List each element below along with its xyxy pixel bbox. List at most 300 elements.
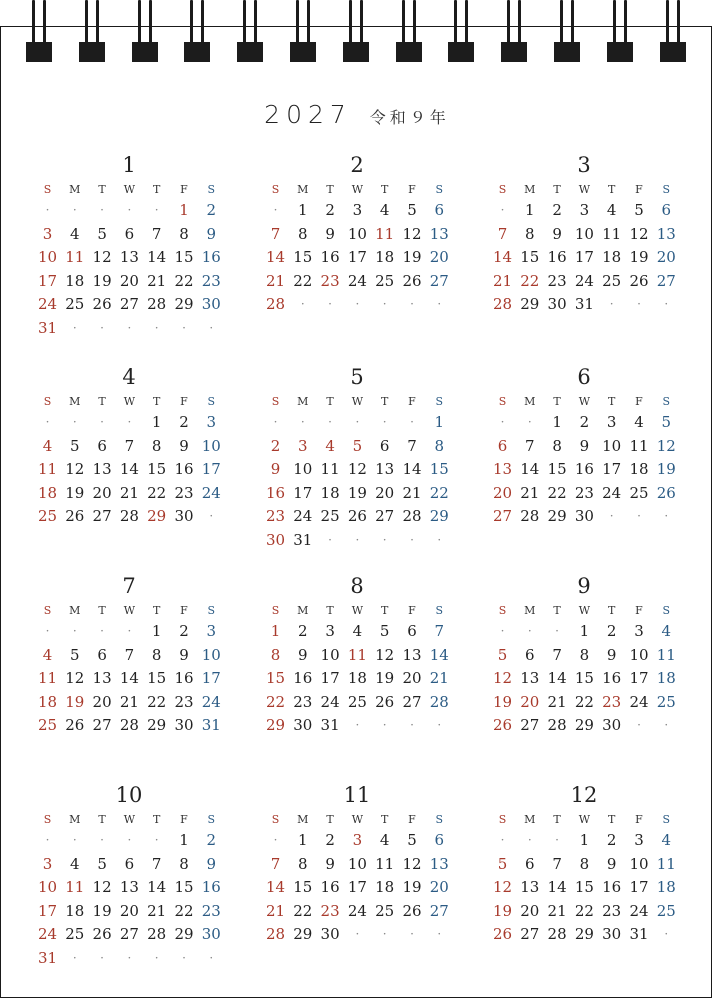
empty-day-dot: · <box>45 833 50 847</box>
day-cell: 13 <box>119 248 139 266</box>
empty-day-dot: · <box>300 297 305 311</box>
day-cell: 16 <box>201 878 221 896</box>
empty-day-dot: · <box>664 927 669 941</box>
empty-day-dot: · <box>410 927 414 941</box>
weekday-label: F <box>408 183 416 196</box>
day-cell: 18 <box>320 483 340 502</box>
day-cell: 20 <box>92 483 112 502</box>
day-cell: 19 <box>92 271 112 290</box>
empty-day-dot: · <box>328 297 332 311</box>
empty-day-dot: · <box>527 415 532 429</box>
day-cell: 22 <box>547 483 567 502</box>
day-cell: 20 <box>520 692 540 711</box>
day-cell: 19 <box>629 248 649 266</box>
day-cell: 18 <box>656 878 676 896</box>
day-cell: 5 <box>352 436 363 455</box>
day-cell: 12 <box>492 669 513 687</box>
empty-day-dot: · <box>273 833 278 847</box>
weekday-label: S <box>207 604 216 617</box>
day-cell: 8 <box>525 224 535 243</box>
day-cell: 25 <box>656 901 676 920</box>
day-cell: 7 <box>124 645 135 664</box>
day-cell: 8 <box>179 224 189 243</box>
empty-day-dot: · <box>100 833 104 847</box>
weekday-label: F <box>408 604 416 617</box>
day-cell: 22 <box>147 692 167 711</box>
day-cell: 23 <box>320 901 340 920</box>
day-cell: 2 <box>179 413 189 431</box>
empty-day-dot: · <box>72 415 77 429</box>
month-3 <box>489 152 679 362</box>
day-cell: 7 <box>552 645 562 664</box>
day-cell: 25 <box>602 271 622 290</box>
empty-day-dot: · <box>527 833 532 847</box>
day-cell: 10 <box>320 645 340 664</box>
month-1 <box>34 152 224 362</box>
day-cell: 2 <box>179 622 189 640</box>
day-cell: 28 <box>147 925 167 943</box>
weekday-label: S <box>207 183 216 196</box>
weekday-label: F <box>180 813 188 826</box>
day-cell: 18 <box>37 483 58 502</box>
day-cell: 4 <box>661 622 672 640</box>
day-cell: 2 <box>579 413 590 431</box>
day-cell: 11 <box>375 854 395 873</box>
empty-day-dot: · <box>500 415 505 429</box>
day-cell: 9 <box>552 224 562 243</box>
day-cell: 26 <box>92 925 112 943</box>
day-cell: 29 <box>574 716 594 734</box>
day-cell: 1 <box>179 831 189 849</box>
empty-day-dot: · <box>355 718 360 732</box>
day-cell: 19 <box>65 483 85 502</box>
day-cell: 3 <box>606 413 617 431</box>
empty-day-dot: · <box>382 415 387 429</box>
weekday-label: S <box>207 813 216 826</box>
day-cell: 25 <box>65 295 85 313</box>
day-cell: 29 <box>293 925 313 943</box>
weekday-header <box>262 812 452 828</box>
weekday-label: S <box>662 604 671 617</box>
day-cell: 12 <box>65 669 85 687</box>
month-number: 2 <box>350 153 364 177</box>
weekday-label: W <box>351 813 364 826</box>
day-cell: 10 <box>293 460 313 478</box>
day-cell: 7 <box>525 436 535 455</box>
weekday-label: S <box>43 183 52 196</box>
day-cell: 12 <box>492 878 513 896</box>
weekday-header <box>489 182 679 198</box>
weekday-label: T <box>553 813 561 826</box>
weekday-label: M <box>524 604 536 617</box>
day-cell: 1 <box>552 413 562 431</box>
weekday-label: S <box>662 813 671 826</box>
day-cell: 9 <box>325 854 335 873</box>
month-4 <box>34 364 224 574</box>
weekday-label: T <box>553 604 561 617</box>
weekday-label: T <box>153 183 161 196</box>
day-cell: 22 <box>265 692 286 711</box>
day-cell: 12 <box>402 854 422 873</box>
empty-day-dot: · <box>127 833 132 847</box>
day-cell: 29 <box>574 925 594 943</box>
day-cell: 9 <box>298 645 308 664</box>
day-cell: 16 <box>547 248 567 266</box>
weekday-label: M <box>297 395 309 408</box>
weekday-label: M <box>524 813 536 826</box>
day-cell: 4 <box>325 436 335 455</box>
day-cell: 27 <box>520 716 540 734</box>
weekday-label: T <box>381 183 389 196</box>
day-cell: 14 <box>429 645 449 664</box>
weekday-label: T <box>326 183 334 196</box>
empty-day-dot: · <box>355 532 360 547</box>
day-cell: 27 <box>119 925 139 943</box>
empty-day-dot: · <box>664 297 669 311</box>
day-cell: 25 <box>65 925 85 943</box>
day-cell: 13 <box>92 669 112 687</box>
day-cell: 26 <box>629 271 649 290</box>
day-cell: 20 <box>92 692 112 711</box>
day-cell: 24 <box>629 901 649 920</box>
weekday-label: F <box>635 183 643 196</box>
day-cell: 16 <box>174 460 194 478</box>
day-cell: 20 <box>119 901 139 920</box>
weekday-label: S <box>271 395 280 408</box>
weekday-label: M <box>69 813 81 826</box>
weekday-label: T <box>326 604 334 617</box>
day-cell: 11 <box>65 878 85 896</box>
day-cell: 17 <box>574 248 594 266</box>
day-cell: 7 <box>407 436 417 455</box>
day-cell: 7 <box>552 854 562 873</box>
day-cell: 3 <box>579 201 590 219</box>
day-cell: 8 <box>179 854 189 873</box>
weekday-label: T <box>381 604 389 617</box>
day-cell: 19 <box>656 460 676 478</box>
empty-day-dot: · <box>500 833 505 847</box>
day-cell: 3 <box>298 436 308 455</box>
weekday-label: T <box>98 604 106 617</box>
empty-day-dot: · <box>72 320 77 335</box>
day-cell: 17 <box>37 901 58 920</box>
day-cell: 6 <box>407 622 417 640</box>
weekday-label: S <box>207 395 216 408</box>
year-label: 2027 <box>264 100 352 129</box>
day-cell: 2 <box>552 201 562 219</box>
day-cell: 19 <box>65 692 85 711</box>
weekday-label: S <box>43 604 52 617</box>
day-cell: 15 <box>265 669 286 687</box>
day-cell: 12 <box>402 224 422 243</box>
weekday-label: F <box>180 183 188 196</box>
month-number: 12 <box>570 783 598 807</box>
day-cell: 1 <box>579 622 590 640</box>
day-cell: 7 <box>151 224 162 243</box>
day-cell: 24 <box>201 483 221 502</box>
empty-day-dot: · <box>637 509 641 523</box>
empty-day-dot: · <box>127 624 132 638</box>
day-cell: 3 <box>634 622 644 640</box>
empty-day-dot: · <box>382 532 387 547</box>
day-cell: 21 <box>547 692 567 711</box>
empty-day-dot: · <box>100 415 104 429</box>
empty-day-dot: · <box>410 297 414 311</box>
day-cell: 6 <box>124 854 135 873</box>
month-number: 10 <box>115 783 143 807</box>
day-cell: 15 <box>293 878 313 896</box>
day-cell: 26 <box>92 295 112 313</box>
weekday-label: W <box>578 183 591 196</box>
day-cell: 6 <box>124 224 135 243</box>
day-cell: 22 <box>174 901 194 920</box>
day-cell: 30 <box>293 716 313 734</box>
day-cell: 9 <box>206 224 217 243</box>
month-number: 9 <box>577 574 591 598</box>
day-cell: 19 <box>402 248 422 266</box>
day-cell: 11 <box>629 436 649 455</box>
day-cell: 2 <box>325 201 335 219</box>
empty-day-dot: · <box>527 624 532 638</box>
day-cell: 18 <box>629 460 649 478</box>
day-cell: 29 <box>147 716 167 734</box>
day-cell: 6 <box>525 645 535 664</box>
day-cell: 2 <box>606 622 617 640</box>
day-cell: 16 <box>265 483 286 502</box>
day-cell: 23 <box>574 483 594 502</box>
day-cell: 13 <box>656 224 676 243</box>
day-cell: 8 <box>434 436 445 455</box>
day-cell: 9 <box>179 436 189 455</box>
day-cell: 7 <box>151 854 162 873</box>
weekday-label: F <box>635 604 643 617</box>
day-cell: 2 <box>606 831 617 849</box>
empty-day-dot: · <box>500 624 505 638</box>
empty-day-dot: · <box>410 415 414 429</box>
day-cell: 16 <box>293 669 313 687</box>
day-cell: 15 <box>147 669 167 687</box>
day-cell: 14 <box>147 248 167 266</box>
empty-day-dot: · <box>154 950 159 965</box>
empty-day-dot: · <box>100 624 104 638</box>
month-8 <box>262 573 452 783</box>
day-cell: 3 <box>206 622 217 640</box>
weekday-header <box>34 182 224 198</box>
empty-day-dot: · <box>437 297 442 311</box>
weekday-label: T <box>98 183 106 196</box>
empty-day-dot: · <box>437 718 442 732</box>
month-number: 7 <box>122 574 136 598</box>
day-cell: 2 <box>270 436 281 455</box>
day-cell: 3 <box>42 224 53 243</box>
weekday-label: T <box>553 183 561 196</box>
month-number: 4 <box>122 365 136 389</box>
weekday-label: T <box>553 395 561 408</box>
month-10 <box>34 782 224 992</box>
empty-day-dot: · <box>273 415 278 429</box>
empty-day-dot: · <box>437 532 442 547</box>
month-9 <box>489 573 679 783</box>
weekday-header <box>262 394 452 410</box>
day-cell: 5 <box>97 854 107 873</box>
day-cell: 22 <box>293 901 313 920</box>
day-cell: 25 <box>629 483 649 502</box>
empty-day-dot: · <box>100 203 104 217</box>
day-cell: 23 <box>265 507 286 525</box>
day-cell: 5 <box>661 413 672 431</box>
day-cell: 5 <box>70 645 80 664</box>
day-cell: 13 <box>402 645 422 664</box>
empty-day-dot: · <box>273 203 278 217</box>
day-cell: 4 <box>42 436 53 455</box>
day-cell: 27 <box>492 507 513 525</box>
day-cell: 17 <box>320 669 340 687</box>
day-cell: 4 <box>70 854 80 873</box>
day-cell: 18 <box>656 669 676 687</box>
day-cell: 12 <box>92 878 112 896</box>
day-cell: 23 <box>602 692 622 711</box>
weekday-label: T <box>153 604 161 617</box>
empty-day-dot: · <box>500 203 505 217</box>
day-cell: 17 <box>201 460 221 478</box>
day-cell: 1 <box>298 831 308 849</box>
empty-day-dot: · <box>209 509 214 523</box>
weekday-label: T <box>153 395 161 408</box>
day-cell: 27 <box>429 271 449 290</box>
weekday-label: S <box>435 183 444 196</box>
day-cell: 17 <box>629 669 649 687</box>
day-cell: 17 <box>347 878 367 896</box>
weekday-header <box>262 182 452 198</box>
day-cell: 15 <box>574 669 594 687</box>
empty-day-dot: · <box>72 950 77 965</box>
day-cell: 2 <box>206 201 217 219</box>
day-cell: 23 <box>320 271 340 290</box>
day-cell: 22 <box>293 271 313 290</box>
day-cell: 26 <box>375 692 395 711</box>
weekday-label: M <box>297 604 309 617</box>
weekday-label: M <box>524 395 536 408</box>
empty-day-dot: · <box>410 718 414 732</box>
day-cell: 23 <box>602 901 622 920</box>
weekday-label: F <box>180 395 188 408</box>
day-cell: 21 <box>520 483 540 502</box>
day-cell: 4 <box>634 413 644 431</box>
day-cell: 31 <box>574 295 594 313</box>
day-cell: 23 <box>201 901 221 920</box>
day-cell: 24 <box>574 271 594 290</box>
day-cell: 14 <box>147 878 167 896</box>
day-cell: 3 <box>42 854 53 873</box>
day-cell: 8 <box>151 436 162 455</box>
day-cell: 18 <box>37 692 58 711</box>
day-cell: 13 <box>520 669 540 687</box>
weekday-label: T <box>381 813 389 826</box>
empty-day-dot: · <box>355 927 360 941</box>
day-cell: 24 <box>320 692 340 711</box>
weekday-label: W <box>123 813 136 826</box>
day-cell: 31 <box>629 925 649 943</box>
weekday-label: W <box>123 395 136 408</box>
month-6 <box>489 364 679 574</box>
day-cell: 15 <box>429 460 449 478</box>
day-cell: 28 <box>119 507 139 525</box>
day-cell: 28 <box>402 507 422 525</box>
empty-day-dot: · <box>154 833 159 847</box>
day-cell: 14 <box>119 460 139 478</box>
day-cell: 20 <box>119 271 139 290</box>
day-cell: 27 <box>375 507 395 525</box>
day-cell: 9 <box>179 645 189 664</box>
day-cell: 5 <box>407 831 417 849</box>
day-cell: 21 <box>265 901 286 920</box>
day-cell: 7 <box>270 224 281 243</box>
day-cell: 28 <box>520 507 540 525</box>
weekday-label: S <box>271 813 280 826</box>
day-cell: 22 <box>429 483 449 502</box>
empty-day-dot: · <box>609 509 614 523</box>
day-cell: 4 <box>352 622 363 640</box>
day-cell: 28 <box>265 925 286 943</box>
day-cell: 16 <box>602 669 622 687</box>
day-cell: 10 <box>574 224 594 243</box>
day-cell: 25 <box>320 507 340 525</box>
day-cell: 21 <box>147 901 167 920</box>
day-cell: 24 <box>37 295 58 313</box>
weekday-label: T <box>608 183 616 196</box>
day-cell: 22 <box>574 692 594 711</box>
day-cell: 24 <box>347 271 367 290</box>
empty-day-dot: · <box>437 927 442 941</box>
day-cell: 13 <box>429 854 449 873</box>
day-cell: 6 <box>497 436 508 455</box>
day-cell: 26 <box>492 925 513 943</box>
day-cell: 16 <box>602 878 622 896</box>
day-cell: 30 <box>602 925 622 943</box>
day-cell: 31 <box>37 948 58 967</box>
day-cell: 21 <box>429 669 449 687</box>
day-cell: 28 <box>265 295 286 313</box>
day-cell: 28 <box>492 295 513 313</box>
day-cell: 18 <box>65 901 85 920</box>
weekday-label: M <box>69 183 81 196</box>
day-cell: 23 <box>174 692 194 711</box>
day-cell: 16 <box>320 878 340 896</box>
empty-day-dot: · <box>300 415 305 429</box>
weekday-label: F <box>635 395 643 408</box>
month-12 <box>489 782 679 992</box>
empty-day-dot: · <box>209 950 214 965</box>
empty-day-dot: · <box>664 509 669 523</box>
day-cell: 5 <box>379 622 390 640</box>
day-cell: 17 <box>37 271 58 290</box>
day-cell: 7 <box>124 436 135 455</box>
empty-day-dot: · <box>100 950 104 965</box>
weekday-label: S <box>498 604 507 617</box>
empty-day-dot: · <box>328 415 332 429</box>
day-cell: 6 <box>525 854 535 873</box>
day-cell: 1 <box>434 413 445 431</box>
day-cell: 15 <box>147 460 167 478</box>
day-cell: 20 <box>402 669 422 687</box>
day-cell: 13 <box>520 878 540 896</box>
day-cell: 24 <box>629 692 649 711</box>
day-cell: 29 <box>265 716 286 734</box>
day-cell: 9 <box>606 854 617 873</box>
day-cell: 4 <box>379 831 390 849</box>
day-cell: 17 <box>293 483 313 502</box>
day-cell: 3 <box>352 201 363 219</box>
